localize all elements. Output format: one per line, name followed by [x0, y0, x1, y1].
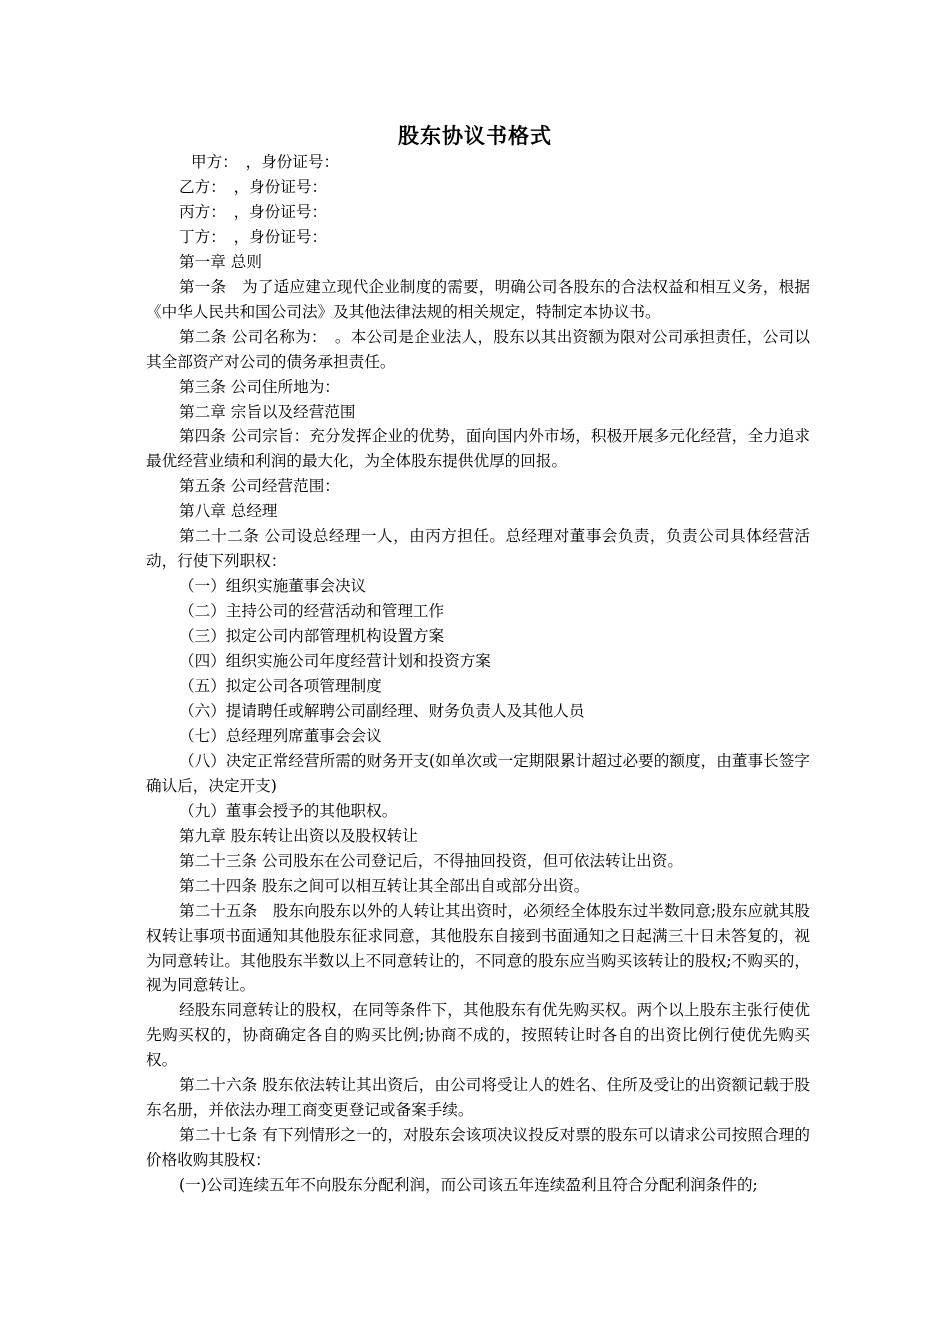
article-paragraph: 第二十五条 股东向股东以外的人转让其出资时，必须经全体股东过半数同意;股东应就其股权转让事项书面通知其他股东征求同意，其他股东自接到书面通知之日起满三十日未答复的，视为同意转让。其他股东半数以上不同意转让的，不同意的股东应当购买该转让的股权;不购买的，视为同意转让。 — [146, 901, 810, 995]
chapter-heading: 第一章 总则 — [179, 252, 262, 271]
list-item: （四）组织实施公司年度经营计划和投资方案 — [179, 652, 491, 671]
article-paragraph: 第二十七条 有下列情形之一的，对股东会该项决议投反对票的股东可以请求公司按照合理的价格收购其股权： — [146, 1126, 810, 1170]
list-item: （六）提请聘任或解聘公司副经理、财务负责人及其他人员 — [179, 701, 585, 720]
chapter-heading: 第二章 宗旨以及经营范围 — [179, 402, 356, 421]
document-title: 股东协议书格式 — [398, 123, 552, 148]
party-a-line: 甲方： ，身份证号： — [191, 153, 340, 171]
list-item: （九）董事会授予的其他职权。 — [179, 801, 398, 820]
article-paragraph: 第五条 公司经营范围： — [179, 477, 340, 496]
article-paragraph: 第二十二条 公司设总经理一人，由丙方担任。总经理对董事会负责，负责公司具体经营活动，行使下列职权： — [146, 527, 810, 571]
list-item: （八）决定正常经营所需的财务开支(如单次或一定期限累计超过必要的额度，由董事长签字确认后，决定开支) — [146, 751, 810, 795]
party-d-line: 丁方： ，身份证号： — [179, 227, 328, 246]
chapter-heading: 第九章 股东转让出资以及股权转让 — [179, 826, 418, 845]
document-body — [146, 150, 810, 1198]
article-paragraph: 第一条 为了适应建立现代企业制度的需要，明确公司各股东的合法权益和相互义务，根据《中华人民共和国公司法》及其他法律法规的相关规定，特制定本协议书。 — [146, 277, 810, 321]
article-paragraph: 第四条 公司宗旨：充分发挥企业的优势，面向国内外市场，积极开展多元化经营，全力追求最优经营业绩和利润的最大化，为全体股东提供优厚的回报。 — [146, 427, 810, 471]
list-item: （二）主持公司的经营活动和管理工作 — [179, 602, 445, 621]
article-paragraph: 第二十四条 股东之间可以相互转让其全部出自或部分出资。 — [179, 876, 590, 895]
article-paragraph: 第三条 公司住所地为： — [179, 377, 340, 396]
article-paragraph: 经股东同意转让的股权，在同等条件下，其他股东有优先购买权。两个以上股东主张行使优先购买权的，协商确定各自的购买比例;协商不成的，按照转让时各自的出资比例行使优先购买权。 — [146, 1001, 810, 1070]
list-item: （七）总经理列席董事会会议 — [179, 726, 382, 745]
article-paragraph: 第二条 公司名称为： 。本公司是企业法人，股东以其出资额为限对公司承担责任，公司以其全部资产对公司的债务承担责任。 — [146, 327, 810, 371]
article-paragraph: 第二十六条 股东依法转让其出资后，由公司将受让人的姓名、住所及受让的出资额记载于股东名册，并依法办理工商变更登记或备案手续。 — [146, 1076, 810, 1120]
party-b-line: 乙方： ，身份证号： — [179, 177, 328, 196]
chapter-heading: 第八章 总经理 — [179, 502, 278, 521]
list-item: （三）拟定公司内部管理机构设置方案 — [179, 627, 445, 646]
list-item: （五）拟定公司各项管理制度 — [179, 677, 382, 696]
party-c-line: 丙方： ，身份证号： — [179, 202, 328, 221]
list-item: （一）组织实施董事会决议 — [179, 577, 367, 596]
list-item: (一)公司连续五年不向股东分配利润，而公司该五年连续盈利且符合分配利润条件的; — [179, 1176, 758, 1195]
article-paragraph: 第二十三条 公司股东在公司登记后，不得抽回投资，但可依法转让出资。 — [179, 851, 683, 870]
